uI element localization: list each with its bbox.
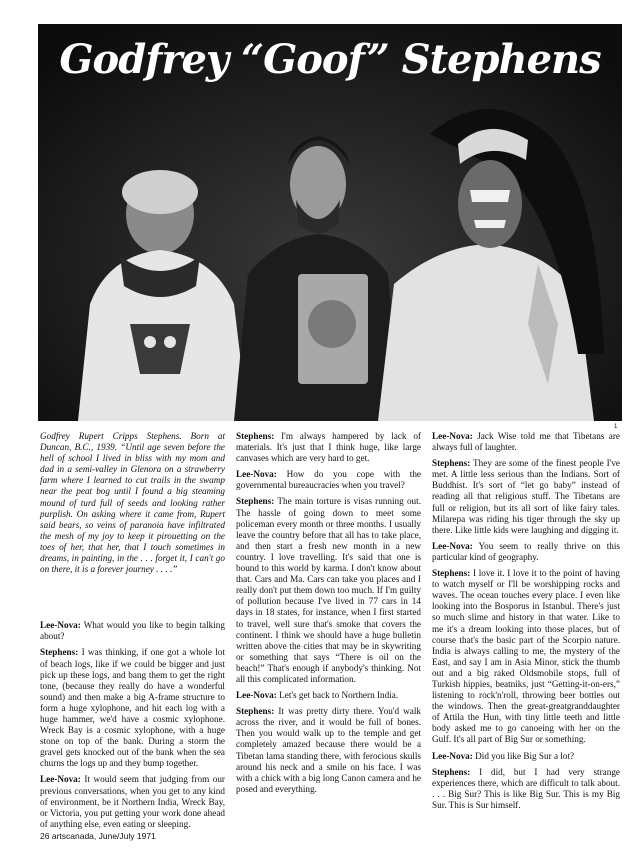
speaker: Lee-Nova: bbox=[432, 750, 473, 761]
speaker: Stephens: bbox=[432, 568, 471, 579]
speaker: Stephens: bbox=[432, 458, 471, 469]
caption-text: Born at Duncan, B.C., 1939. “Until age seven before the hell of school I lived in bliss with my mom and dad in a semi-valley in Glenora on a strawberry farm where I learned to cut trails in the swamp near the peat bog until I found a big steaming mound of turd full of seeds and looking rather purplish. On asking where it came from, Rupert said bears, so veins of paranoia have infiltrated the mesh of my joy to keep it pirouetting on the toes of her, that her, that I touch sometimes in dreams, in painting, in the . . . forget it, I can't go on there, it is a forever journey . . . .” bbox=[40, 431, 225, 575]
dialogue-paragraph bbox=[432, 541, 620, 563]
article-title: Godfrey “Goof” Stephens bbox=[59, 36, 601, 83]
page-number: 26 bbox=[40, 831, 50, 841]
speaker: Lee-Nova: bbox=[432, 540, 473, 551]
speaker: Lee-Nova: bbox=[40, 774, 81, 785]
dialogue-paragraph bbox=[432, 568, 620, 746]
dialogue-paragraph bbox=[432, 767, 620, 811]
speaker: Stephens: bbox=[432, 766, 471, 777]
dialogue-text: I'm always hampered by lack of materials. It's just that I think huge, like large canvases which are very hard to get. bbox=[236, 431, 421, 464]
photo-number: 1 bbox=[614, 424, 618, 430]
page-footer bbox=[40, 831, 156, 841]
publication-info: artscanada, June/July 1971 bbox=[51, 831, 156, 841]
photo-illustration bbox=[38, 24, 622, 421]
speaker: Stephens: bbox=[236, 706, 275, 717]
dialogue-text: Jack Wise told me that Tibetans are always full of laughter. bbox=[432, 431, 620, 453]
dialogue-paragraph bbox=[40, 647, 225, 769]
speaker: Lee-Nova: bbox=[40, 620, 81, 631]
photo-caption bbox=[40, 431, 225, 575]
dialogue-paragraph bbox=[236, 431, 421, 464]
speaker: Stephens: bbox=[40, 647, 79, 658]
dialogue-paragraph bbox=[236, 469, 421, 491]
speaker: Stephens: bbox=[236, 496, 275, 507]
speaker: Lee-Nova: bbox=[236, 469, 277, 480]
text-column-1 bbox=[40, 431, 225, 835]
dialogue-paragraph bbox=[40, 774, 225, 829]
dialogue-paragraph bbox=[236, 690, 421, 701]
dialogue-text: What would you like to begin talking about? bbox=[40, 620, 225, 642]
speaker: Lee-Nova: bbox=[236, 690, 277, 701]
dialogue-text: I did, but I had very strange experiences there, which are difficult to talk about. . . . Big Sur? This is like Big Sur. This is my Big Sur. This is Sur himself. bbox=[432, 766, 620, 810]
dialogue-paragraph bbox=[236, 706, 421, 795]
article-photo bbox=[38, 24, 622, 421]
dialogue-text: Did you like Big Sur a lot? bbox=[472, 750, 575, 761]
dialogue-text: Let's get back to Northern India. bbox=[276, 690, 399, 701]
dialogue-text: I love it. I love it to the point of having to watch myself or I'll be worshipping rocks and waves. The ocean touches every place. I even like looking into the Bosporus in Istanbul. There's just so much slime and history in that water. Like to me it's a dream looking into those places, but of course that's the basic part of the Scorpio nature. India is always calling to me, the mystery of the East, and say I am in Asia Minor, stick the thumb out and a big raked Oldsmobile stops, full of Turkish hippies, beatniks, just “Getting-it-on-ers,” listening to rock'n'roll, throwing beer bottles out the windows. Then the great-greatgranddaughter of Attila the Hun, with tiny little teeth and little body asked me to go canoeing with her on the Gulf. It's all part of Big Sur or something. bbox=[432, 568, 620, 745]
dialogue-paragraph bbox=[432, 458, 620, 536]
dialogue-text: It would seem that judging from our previous conversations, when you get to any kind of environment, be it Northern India, Wreck Bay, or Victoria, you put getting your work done ahead of anything else, even eating or sleeping. bbox=[40, 774, 225, 829]
dialogue-text: You seem to really thrive on this particular kind of geography. bbox=[432, 540, 620, 562]
speaker: Stephens: bbox=[236, 431, 275, 441]
dialogue-paragraph bbox=[432, 751, 620, 762]
dialogue-paragraph bbox=[40, 620, 225, 642]
dialogue-text: How do you cope with the governmental bureaucracies when you travel? bbox=[236, 469, 421, 491]
dialogue-text: It was pretty dirty there. You'd walk across the river, and it would be full of bones. Then you would walk up to the temple and get completely amazed because there would be a Tibetan lama standing there, with ferocious skulls around his neck and a smile on his face. I was with a chick with a big long Canon camera and he posed and everything. bbox=[236, 706, 421, 794]
dialogue-text: They are some of the finest people I've met. A little less serious than the Indians. Sort of Buddhist. It's sort of “let go baby” instead of reading all that religious stuff. The Tibetans are full or religion, but its all sort of like fairy tales. Milarepa was riding his tiger through the sky up there. Like little kids were laughing and digging it. bbox=[432, 458, 620, 535]
dialogue-text: I was thinking, if one got a whole lot of beach logs, like if we could be bigger and just pick up these logs, and bang them to get the right tone, (because they really do have a wonderful sound) and then make a big A-frame structure to form a huge xylophone, and hit each log with a huge hammer, we'd have a cosmic xylophone. Wreck Bay is a cosmic xylophone, with a huge stone on top of the bank. During a storm the gravel gets knocked out of the bank when the sea churns the logs up and they bump together. bbox=[40, 647, 225, 769]
dialogue-paragraph bbox=[432, 431, 620, 453]
dialogue-paragraph bbox=[236, 496, 421, 685]
text-column-2 bbox=[236, 431, 421, 800]
text-column-3 bbox=[432, 431, 620, 816]
dialogue-text: The main torture is visas running out. The hassle of going down to meet some policeman every month or three months. I usually leave the country before that all has to take place, and then start a fresh new month in a new country. I love travelling. It's said that one is bound to this world by karma. I don't know about that. Cars and Ma. Cars can take you places and I really don't put them down too much. If I'm guilty of pollution because I've lived in 77 cars in 14 days in 18 states, for instance, when I first started to travel, well sure that's smoke that covers the continent. I think we should have a huge bulletin written above the cities that may be in skywriting or something that says “There is oil on the beach!” That's enough if anybody's thinking. Not all this complicated information. bbox=[236, 496, 421, 684]
caption-name: Godfrey Rupert Cripps Stephens. bbox=[40, 431, 182, 441]
speaker: Lee-Nova: bbox=[432, 431, 473, 441]
